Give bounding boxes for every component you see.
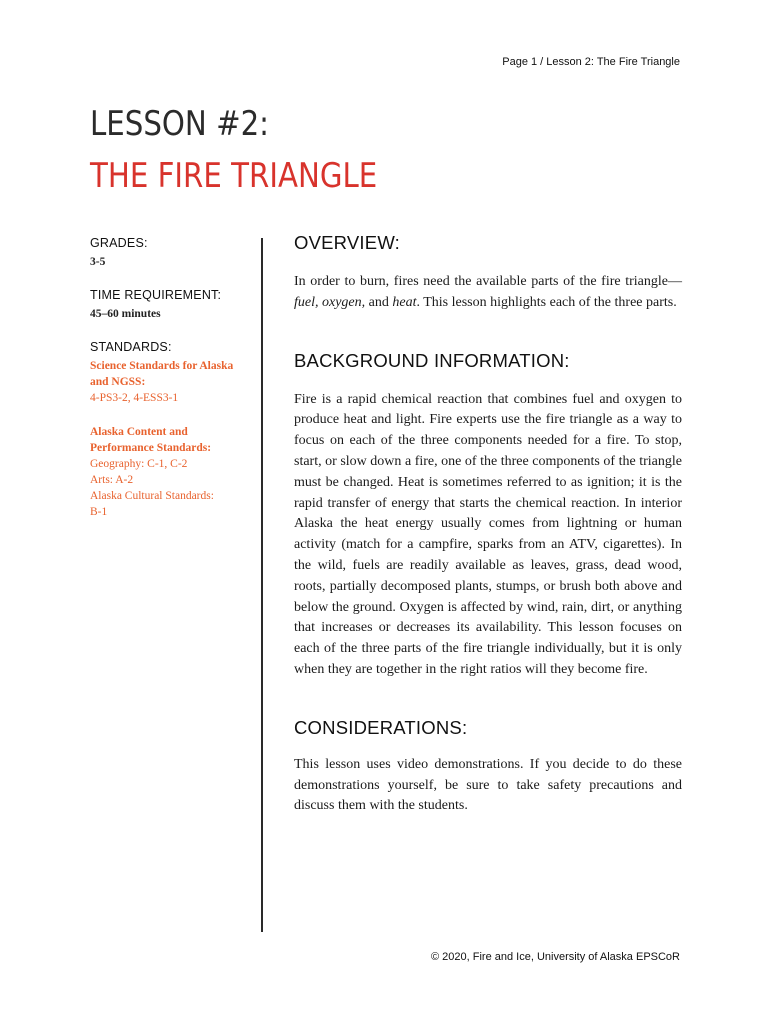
standards-label: STANDARDS:	[90, 340, 172, 354]
science-standards-value: 4-PS3-2, 4-ESS3-1	[90, 392, 179, 404]
lesson-body	[294, 232, 682, 817]
background-heading: BACKGROUND INFORMATION:	[294, 349, 570, 371]
grades-value: 3-5	[90, 256, 106, 268]
geography-standards: Geography: C-1, C-2	[90, 458, 188, 470]
overview-text-and: and	[365, 294, 393, 310]
considerations-section	[294, 717, 682, 817]
grades-label: GRADES:	[90, 236, 148, 250]
page-header: Page 1 / Lesson 2: The Fire Triangle	[502, 56, 680, 68]
content-standards-group	[90, 424, 250, 520]
copyright-footer: © 2020, Fire and Ice, University of Alaska EPSCoR	[431, 951, 680, 963]
lesson-number: LESSON #2:	[90, 104, 270, 144]
overview-section	[294, 232, 682, 314]
time-label: TIME REQUIREMENT:	[90, 288, 222, 302]
cultural-standards-value: B-1	[90, 506, 108, 518]
overview-text	[294, 272, 682, 314]
arts-standards: Arts: A-2	[90, 474, 134, 486]
considerations-text: This lesson uses video demonstrations. If you decide to do these demonstrations yourself, be sure to take safety precautions and discuss them with the students.	[294, 756, 682, 814]
time-group	[90, 288, 250, 322]
lesson-sidebar	[90, 236, 250, 538]
considerations-heading: CONSIDERATIONS:	[294, 716, 468, 738]
content-standards-heading: Alaska Content and Performance Standards:	[90, 426, 212, 454]
time-value: 45–60 minutes	[90, 308, 161, 320]
background-text: Fire is a rapid chemical reaction that combines fuel and oxygen to produce heat and light. Fire experts use the fire triangle as a way to focus on each of the three components needed for a fire. To stop, start, or slow down a fire, one of the three components of the triangle must be changed. Heat is sometimes referred to as ignition; it is the rapid transfer of energy that starts the chemical reaction. In interior Alaska the heat energy usually comes from lightning or human activity (match for a campfire, sparks from an ATV, cigarettes). In the wild, fuels are readily available as leaves, grass, dead wood, roots, partially decomposed plants, stumps, or brush both above and below the ground. Oxygen is affected by wind, rain, dirt, or anything that increases or decreases its availability. This lesson focuses on each of the three parts of the fire triangle individually, but it is only when they are together in the right ratios will they become fire.	[294, 391, 682, 677]
overview-emphasis-fuel-oxygen: fuel, oxygen,	[294, 294, 366, 310]
science-standards-heading: Science Standards for Alaska and NGSS:	[90, 360, 234, 388]
overview-text-start: In order to burn, fires need the available parts of the fire triangle—	[294, 274, 682, 289]
lesson-title	[90, 98, 377, 202]
column-divider	[261, 238, 263, 932]
overview-text-end: . This lesson highlights each of the three parts.	[416, 294, 677, 310]
overview-heading: OVERVIEW:	[294, 232, 400, 253]
standards-group	[90, 340, 250, 406]
cultural-standards-heading: Alaska Cultural Standards:	[90, 490, 214, 502]
lesson-name: THE FIRE TRIANGLE	[90, 156, 378, 196]
overview-emphasis-heat: heat	[392, 294, 417, 310]
grades-group	[90, 236, 250, 270]
background-section	[294, 350, 682, 681]
